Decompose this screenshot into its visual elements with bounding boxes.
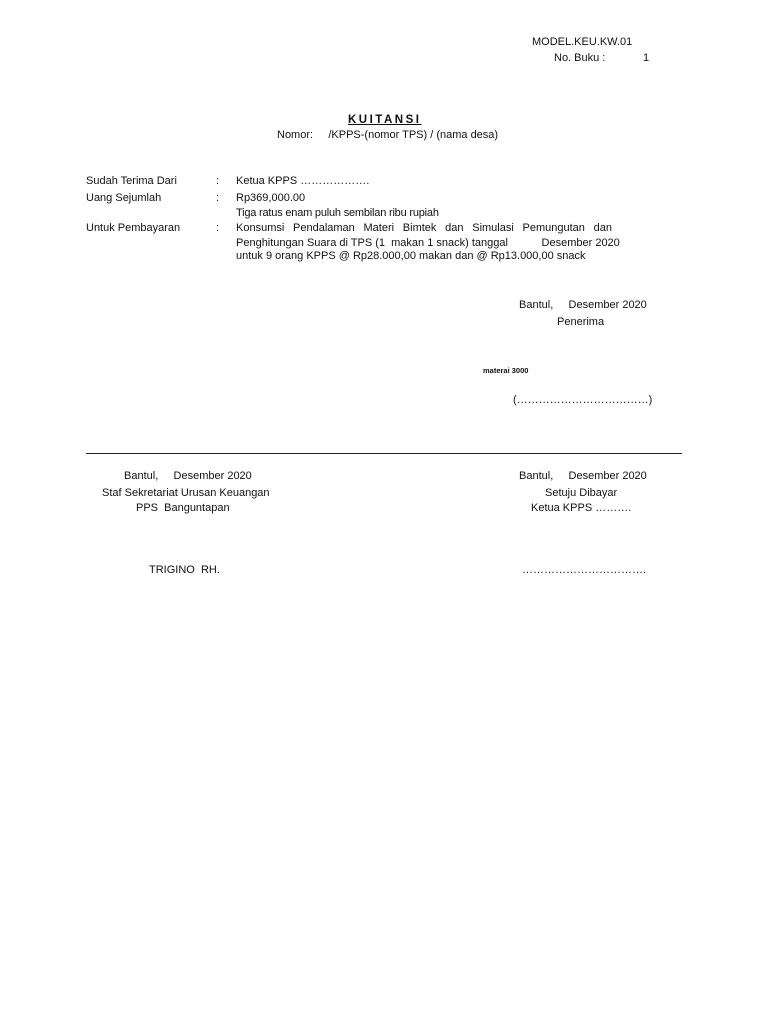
field-value-amount: Rp369,000.00 <box>236 192 306 204</box>
receiver-role: Penerima <box>557 316 605 328</box>
field-value-amount-words: Tiga ratus enam puluh sembilan ribu rupiah <box>236 207 439 219</box>
book-number-label: No. Buku : <box>554 52 606 64</box>
left-sign-place-date: Bantul, Desember 2020 <box>124 470 252 482</box>
left-sign-name: TRIGINO RH. <box>149 564 220 576</box>
stamp-duty-label: materai 3000 <box>483 366 529 375</box>
field-colon: : <box>216 175 220 187</box>
right-sign-name-line: ……………………………. <box>522 564 647 576</box>
field-label-received-from: Sudah Terima Dari <box>86 175 177 187</box>
divider-line <box>86 453 682 454</box>
receiver-signature-line: (………………………………) <box>513 394 653 406</box>
field-label-amount: Uang Sejumlah <box>86 192 162 204</box>
document-number: Nomor: /KPPS-(nomor TPS) / (nama desa) <box>277 129 499 141</box>
right-sign-title: Ketua KPPS ………. <box>531 502 632 514</box>
field-colon: : <box>216 222 220 234</box>
right-sign-place-date: Bantul, Desember 2020 <box>519 470 647 482</box>
document-title: KUITANSI <box>348 114 422 126</box>
book-number-value: 1 <box>643 52 650 64</box>
field-value-payment-for-line2: Penghitungan Suara di TPS (1 makan 1 snack) tanggal Desember 2020 <box>236 237 620 249</box>
model-code: MODEL.KEU.KW.01 <box>532 36 633 48</box>
field-colon: : <box>216 192 220 204</box>
left-sign-position: Staf Sekretariat Urusan Keuangan <box>102 487 270 499</box>
right-sign-approval: Setuju Dibayar <box>545 487 618 499</box>
receiver-place-date: Bantul, Desember 2020 <box>519 299 647 311</box>
left-sign-office: PPS Banguntapan <box>136 502 230 514</box>
field-value-payment-for-line3: untuk 9 orang KPPS @ Rp28.000,00 makan dan @ Rp13.000,00 snack <box>236 250 586 262</box>
field-value-received-from: Ketua KPPS ………………. <box>236 175 370 187</box>
field-label-payment-for: Untuk Pembayaran <box>86 222 181 234</box>
field-value-payment-for-line1: Konsumsi Pendalaman Materi Bimtek dan Simulasi Pemungutan dan <box>236 222 612 234</box>
